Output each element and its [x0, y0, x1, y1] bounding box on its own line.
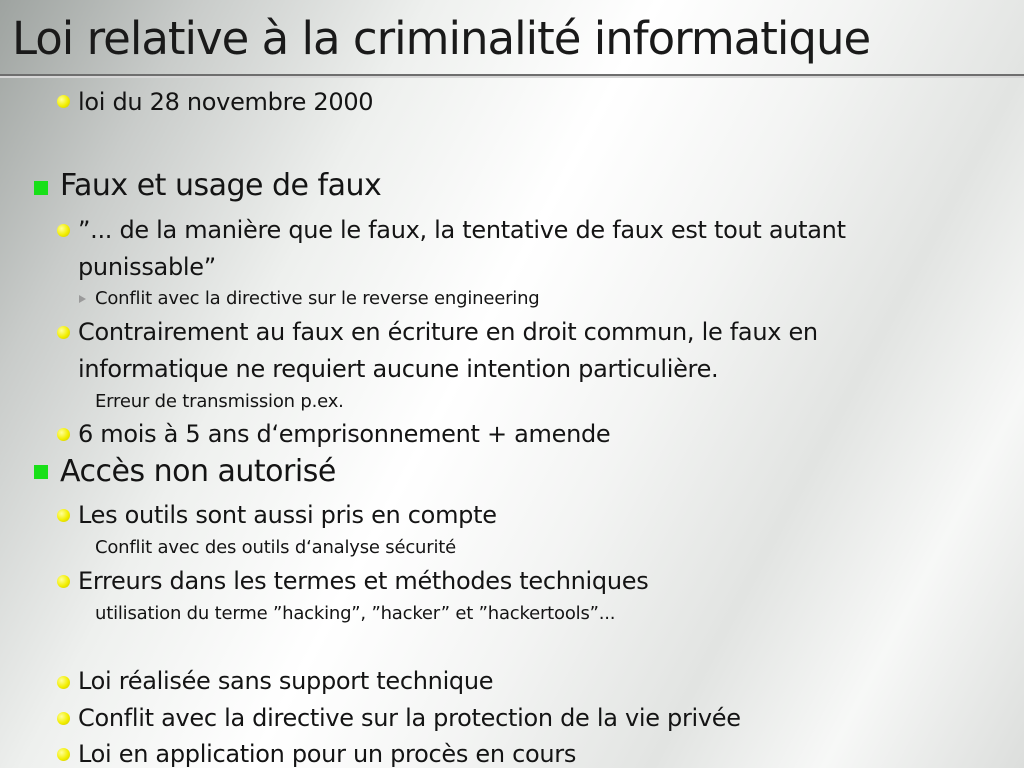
point-text: Les outils sont aussi pris en compte — [78, 501, 497, 529]
sub-point-text: Erreur de transmission p.ex. — [95, 391, 344, 412]
round-bullet-icon — [57, 748, 70, 761]
point-text: 6 mois à 5 ans d‘emprisonnement + amende — [78, 420, 611, 448]
section-heading-faux: Faux et usage de faux — [60, 168, 382, 203]
round-bullet-icon — [57, 428, 70, 441]
square-bullet-icon — [34, 465, 48, 479]
round-bullet-icon — [57, 676, 70, 689]
square-bullet-icon — [34, 181, 48, 195]
sub-point-text: Conflit avec des outils d‘analyse sécurité — [95, 537, 456, 558]
point-text-continued: punissable” — [78, 253, 216, 281]
point-text: ”... de la manière que le faux, la tentative de faux est tout autant — [78, 216, 846, 244]
section-heading-acces: Accès non autorisé — [60, 454, 336, 489]
round-bullet-icon — [57, 326, 70, 339]
slide-title: Loi relative à la criminalité informatique — [12, 12, 871, 65]
point-text: Loi en application pour un procès en cours — [78, 740, 577, 768]
round-bullet-icon — [57, 575, 70, 588]
point-text: Contrairement au faux en écriture en droit commun, le faux en — [78, 318, 818, 346]
point-text: Conflit avec la directive sur la protection de la vie privée — [78, 704, 741, 732]
point-text: Erreurs dans les termes et méthodes techniques — [78, 567, 649, 595]
round-bullet-icon — [57, 712, 70, 725]
sub-point-text: Conflit avec la directive sur le reverse engineering — [95, 288, 540, 309]
round-bullet-icon — [57, 95, 70, 108]
point-text: Loi réalisée sans support technique — [78, 667, 494, 695]
round-bullet-icon — [57, 509, 70, 522]
point-text-continued: informatique ne requiert aucune intention particulière. — [78, 355, 719, 383]
sub-point-text: utilisation du terme ”hacking”, ”hacker” et ”hackertools”... — [95, 603, 616, 624]
round-bullet-icon — [57, 224, 70, 237]
intro-text: loi du 28 novembre 2000 — [78, 88, 374, 116]
arrow-bullet-icon — [79, 295, 86, 303]
